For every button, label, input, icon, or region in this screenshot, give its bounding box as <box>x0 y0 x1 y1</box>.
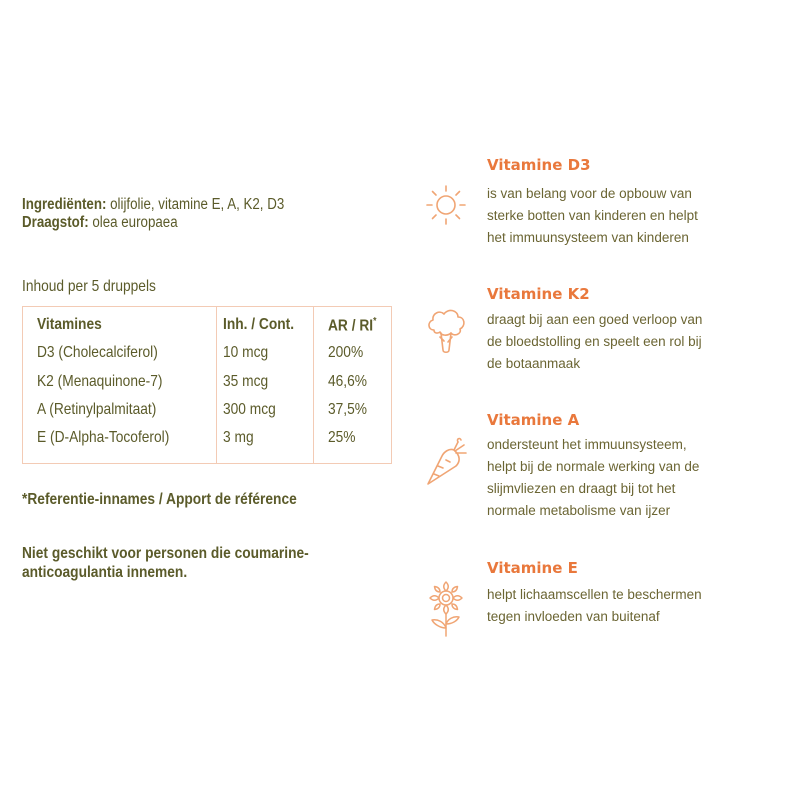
table-cell: 35 mcg <box>223 373 269 390</box>
vitamin-e-description: helpt lichaamscellen te beschermen tegen invloeden van buitenaf <box>487 587 702 624</box>
table-cell: 200% <box>328 344 364 361</box>
ingredients-block <box>22 196 284 232</box>
vitamin-d3-description: is van belang voor de opbouw van sterke botten van kinderen en helpt het immuunsysteem van kinderen <box>487 186 698 245</box>
nutrition-table <box>22 306 392 464</box>
vitamin-a-description: ondersteunt het immuunsysteem, helpt bij de normale werking van de slijmvliezen en draagt bij tot het normale metabolisme van ijzer <box>487 437 700 518</box>
table-cell: 300 mcg <box>223 401 276 418</box>
table-cell: 10 mcg <box>223 344 269 361</box>
sunflower-icon <box>422 578 470 638</box>
table-divider <box>216 307 217 463</box>
table-divider <box>313 307 314 463</box>
vitamin-d3-title: Vitamine D3 <box>487 156 591 174</box>
content-title: Inhoud per 5 druppels <box>22 278 156 295</box>
table-cell: 37,5% <box>328 401 368 418</box>
table-cell: K2 (Menaquinone-7) <box>37 373 163 390</box>
footnote: *Referentie-innames / Apport de référence <box>22 491 297 508</box>
warning-line: Niet geschikt voor personen die coumarine- <box>22 545 309 562</box>
ingredients-label: Ingrediënten: <box>22 196 107 213</box>
vitamin-e-title: Vitamine E <box>487 559 578 577</box>
broccoli-icon <box>424 306 468 358</box>
table-cell: 46,6% <box>328 373 368 390</box>
vitamin-a-title: Vitamine A <box>487 411 580 429</box>
vitamin-k2-description: draagt bij aan een goed verloop van de bloedstolling en speelt een rol bij de botaanmaak <box>487 312 703 371</box>
vitamin-k2-title: Vitamine K2 <box>487 285 590 303</box>
header-ar-ri: AR / RI* <box>328 316 377 335</box>
table-cell: 3 mg <box>223 429 254 446</box>
table-cell: A (Retinylpalmitaat) <box>37 401 157 418</box>
carrier-label: Draagstof: <box>22 214 89 231</box>
ingredients-text: olijfolie, vitamine E, A, K2, D3 <box>106 196 285 213</box>
sun-icon <box>424 183 468 227</box>
header-vitamines: Vitamines <box>37 316 102 333</box>
header-content: Inh. / Cont. <box>223 316 295 333</box>
warning-line: anticoagulantia innemen. <box>22 564 188 581</box>
table-cell: E (D-Alpha-Tocoferol) <box>37 429 170 446</box>
warning-text <box>22 544 309 582</box>
table-cell: 25% <box>328 429 356 446</box>
table-cell: D3 (Cholecalciferol) <box>37 344 158 361</box>
carrier-text: olea europaea <box>88 214 178 231</box>
carrot-icon <box>424 436 470 488</box>
